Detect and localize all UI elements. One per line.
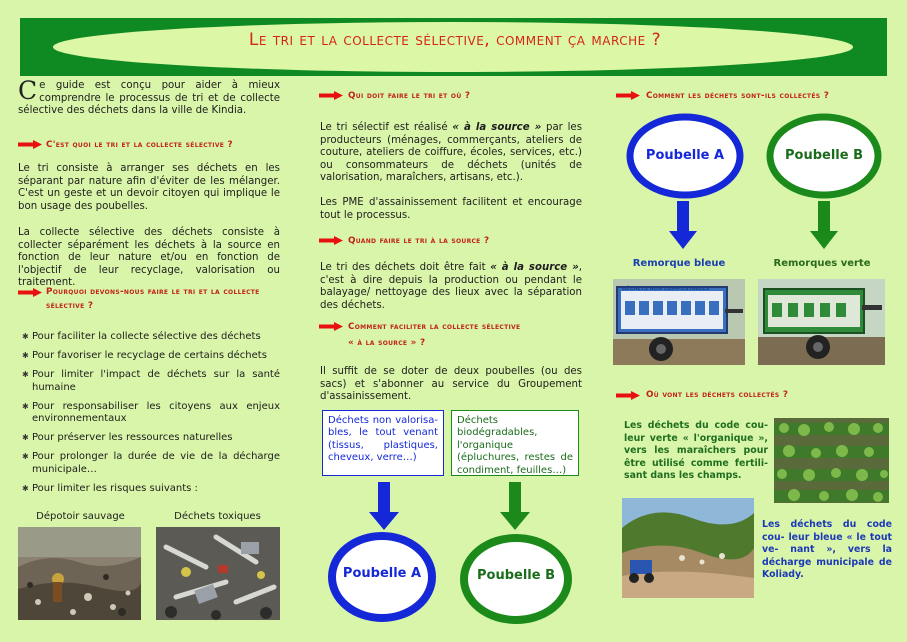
heading-how-facilitate-2: « à la source » ?	[348, 338, 426, 348]
red-arrow-icon	[319, 91, 343, 100]
red-arrow-icon	[616, 91, 640, 100]
text-blue-destination: Les déchets du code cou- leur bleue « le tout ve- nant », vers la décharge municipale de Koliady.	[762, 519, 892, 581]
reason-item: ✱ Pour prolonger la durée de vie de la décharge municipale…	[22, 451, 280, 475]
text-green-destination: Les déchets du code cou- leur verte « l'organique », vers les maraîchers pour être utilisé comme fertili- sant dans les champs.	[624, 420, 768, 482]
emphasis-source: « à la source »	[490, 262, 579, 273]
reason-item: ✱ Pour responsabiliser les citoyens aux enjeux environnementaux	[22, 401, 280, 425]
paragraph-who	[320, 122, 582, 185]
bin-b-label: Poubelle B	[477, 568, 555, 583]
red-arrow-icon	[18, 288, 42, 297]
bin-a-label-top: Poubelle A	[645, 148, 725, 163]
non-recyclable-box: Déchets non valorisa- bles, le tout venant (tissus, plastiques, cheveux, verre…)	[322, 410, 444, 476]
bin-b-label-top: Poubelle B	[785, 148, 863, 163]
heading-how-collected: Comment les déchets sont-ils collectés ?	[646, 91, 830, 101]
down-arrow-green-icon	[500, 482, 530, 530]
reason-item: ✱ Pour préserver les ressources naturelles	[22, 432, 280, 444]
heading-what-is: C'est quoi le tri et la collecte sélective ?	[46, 140, 233, 150]
red-arrow-icon	[319, 322, 343, 331]
reasons-list	[22, 331, 280, 502]
heading-why: Pourquoi devons-nous faire le tri et la collecte sélective ?	[46, 287, 260, 311]
intro-text: e guide est conçu pour aider à mieux comprendre le processus de tri et de collecte sélective des déchets dans la ville de Kindia.	[18, 80, 280, 117]
down-arrow-green-icon	[810, 201, 838, 249]
paragraph-how: Il suffit de se doter de deux poubelles (ou des sacs) et s'abonner au service du Groupement d'assainissement.	[320, 366, 582, 403]
trailer-sign-text: DÉCHETS NON COMPOSTABLES	[622, 286, 710, 292]
page-title: Le tri et la collecte sélective, comment ça marche ?	[248, 30, 662, 50]
caption-green-trailer: Remorques verte	[773, 258, 871, 269]
green-trailer-photo	[758, 279, 885, 365]
wild-dump-photo	[18, 527, 141, 620]
down-arrow-blue-icon	[669, 201, 697, 249]
intro-paragraph	[18, 76, 280, 118]
reason-item: ✱ Pour faciliter la collecte sélective des déchets	[22, 331, 280, 343]
vegetable-field-photo	[774, 418, 889, 503]
text-part: , c'est à dire depuis la production ou pendant le balayage/ nettoyage des lieux avec la séparation des déchets.	[320, 262, 582, 311]
text-part: par les producteurs (ménages, commerçants, ateliers de couture, ateliers de coiffure, écoles, services, etc.) ou consommateurs de déchets (unités de valorisation, maraîchers, artisans, etc.).	[320, 122, 582, 184]
text-part: Le tri des déchets doit être fait	[320, 262, 491, 273]
drop-cap: C	[18, 76, 38, 105]
red-arrow-icon	[616, 391, 640, 400]
text-part: Le tri sélectif est réalisé	[320, 122, 453, 133]
heading-how-facilitate: Comment faciliter la collecte sélective	[348, 322, 521, 332]
reason-item: ✱ Pour limiter l'impact de déchets sur la santé humaine	[22, 369, 280, 393]
paragraph-tri: Le tri consiste à arranger ses déchets en les séparant par nature afin d'éviter de les mélanger. C'est un geste et un devoir citoyen qui implique le bon usage des poubelles.	[18, 163, 280, 212]
caption-blue-trailer: Remorque bleue	[632, 258, 726, 269]
red-arrow-icon	[319, 236, 343, 245]
down-arrow-blue-icon	[369, 482, 399, 530]
reason-item: ✱ Pour limiter les risques suivants :	[22, 483, 280, 495]
paragraph-pme: Les PME d'assainissement facilitent et encourage tout le processus.	[320, 197, 582, 221]
heading-when: Quand faire le tri à la source ?	[348, 236, 490, 246]
red-arrow-icon	[18, 140, 42, 149]
reason-item: ✱ Pour favoriser le recyclage de certains déchets	[22, 350, 280, 362]
toxic-waste-photo	[156, 527, 280, 620]
heading-where: Où vont les déchets collectés ?	[646, 390, 789, 400]
emphasis-source: « à la source »	[452, 122, 542, 133]
biodegradable-box: Déchets biodégradables, l'organique (épluchures, restes de condiment, feuilles…)	[451, 410, 579, 476]
heading-who: Qui doit faire le tri et où ?	[348, 91, 471, 101]
paragraph-collecte: La collecte sélective des déchets consiste à collecter séparément les déchets à la source en fonction de leur nature et/ou en fonction de l'objectif de leur recyclage, valorisation ou traitement.	[18, 227, 280, 289]
caption-toxic: Déchets toxiques	[174, 511, 261, 522]
bin-a-label: Poubelle A	[342, 566, 422, 581]
paragraph-when	[320, 262, 582, 312]
landfill-photo	[622, 498, 754, 598]
caption-dump: Dépotoir sauvage	[36, 511, 125, 522]
